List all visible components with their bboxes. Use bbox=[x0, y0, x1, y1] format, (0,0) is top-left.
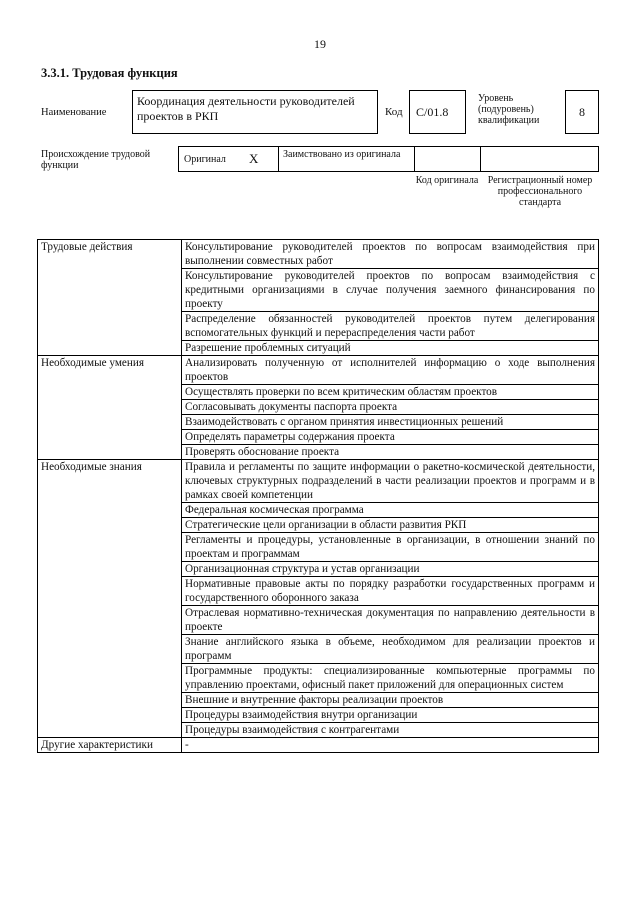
original-label: Оригинал bbox=[184, 154, 226, 165]
item-cell: Разрешение проблемных ситуаций bbox=[182, 341, 599, 356]
borrowed-label: Заимствовано из оригинала bbox=[283, 149, 401, 160]
item-cell: Определять параметры содержания проекта bbox=[182, 430, 599, 445]
table-row bbox=[38, 738, 599, 753]
item-cell: Нормативные правовые акты по порядку разработки государственных программ и государственного оборонного заказа bbox=[182, 577, 599, 606]
item-cell: Консультирование руководителей проектов по вопросам взаимодействия при выполнении совместных работ bbox=[182, 240, 599, 269]
section-title: 3.3.1. Трудовая функция bbox=[41, 66, 178, 80]
item-cell: Согласовывать документы паспорта проекта bbox=[182, 400, 599, 415]
origin-code-cell bbox=[415, 147, 481, 171]
origin-reg-cell bbox=[481, 147, 598, 171]
table-row bbox=[38, 460, 599, 503]
item-cell: Организационная структура и устав организации bbox=[182, 562, 599, 577]
item-cell: Взаимодействовать с органом принятия инвестиционных решений bbox=[182, 415, 599, 430]
item-cell: Внешние и внутренние факторы реализации проектов bbox=[182, 693, 599, 708]
item-cell: Отраслевая нормативно-техническая документация по направлению деятельности в проекте bbox=[182, 606, 599, 635]
item-cell: Процедуры взаимодействия с контрагентами bbox=[182, 723, 599, 738]
origin-row bbox=[178, 146, 599, 172]
page-number: 19 bbox=[314, 37, 326, 51]
name-value: Координация деятельности руководителей проектов в РКП bbox=[132, 90, 378, 134]
item-cell: Процедуры взаимодействия внутри организации bbox=[182, 708, 599, 723]
item-cell: Осуществлять проверки по всем критическим областям проектов bbox=[182, 385, 599, 400]
name-label: Наименование bbox=[41, 107, 107, 118]
origin-label: Происхождение трудовой функции bbox=[41, 149, 151, 171]
level-value: 8 bbox=[565, 90, 599, 134]
category-cell: Необходимые знания bbox=[38, 460, 182, 738]
function-table bbox=[37, 239, 599, 753]
origin-original-cell bbox=[179, 147, 279, 171]
item-cell: Программные продукты: специализированные компьютерные программы по управлению проектами, офисный пакет приложений для операционных систем bbox=[182, 664, 599, 693]
origin-borrowed-cell bbox=[279, 147, 415, 171]
reg-number-label: Регистрационный номер профессионального стандарта bbox=[487, 175, 593, 208]
item-cell: Проверять обоснование проекта bbox=[182, 445, 599, 460]
code-original-label: Код оригинала bbox=[415, 175, 479, 186]
item-cell: Правила и регламенты по защите информации о ракетно-космической деятельности, ключевых структурных подразделений в части реализации проектов и программ и в рамках своей компетенции bbox=[182, 460, 599, 503]
table-row bbox=[38, 240, 599, 269]
code-value: С/01.8 bbox=[409, 90, 466, 134]
item-cell: Консультирование руководителей проектов по вопросам взаимодействия с кредитными организациями в случае получения заемного финансирования по проекту bbox=[182, 269, 599, 312]
table-row bbox=[38, 356, 599, 385]
code-label: Код bbox=[385, 106, 403, 118]
category-cell: Трудовые действия bbox=[38, 240, 182, 356]
item-cell: Знание английского языка в объеме, необходимом для реализации проектов и программ bbox=[182, 635, 599, 664]
category-cell: Необходимые умения bbox=[38, 356, 182, 460]
item-cell: Анализировать полученную от исполнителей информацию о ходе выполнения проектов bbox=[182, 356, 599, 385]
item-cell: Регламенты и процедуры, установленные в организации, в отношении знаний по проектам и программам bbox=[182, 533, 599, 562]
category-cell: Другие характеристики bbox=[38, 738, 182, 753]
original-mark: Х bbox=[249, 151, 259, 166]
item-cell: Стратегические цели организации в области развития РКП bbox=[182, 518, 599, 533]
item-cell: - bbox=[182, 738, 599, 753]
item-cell: Федеральная космическая программа bbox=[182, 503, 599, 518]
item-cell: Распределение обязанностей руководителей проектов путем делегирования вспомогательных функций и перераспределения части работ bbox=[182, 312, 599, 341]
level-label: Уровень (подуровень) квалификации bbox=[478, 93, 540, 126]
